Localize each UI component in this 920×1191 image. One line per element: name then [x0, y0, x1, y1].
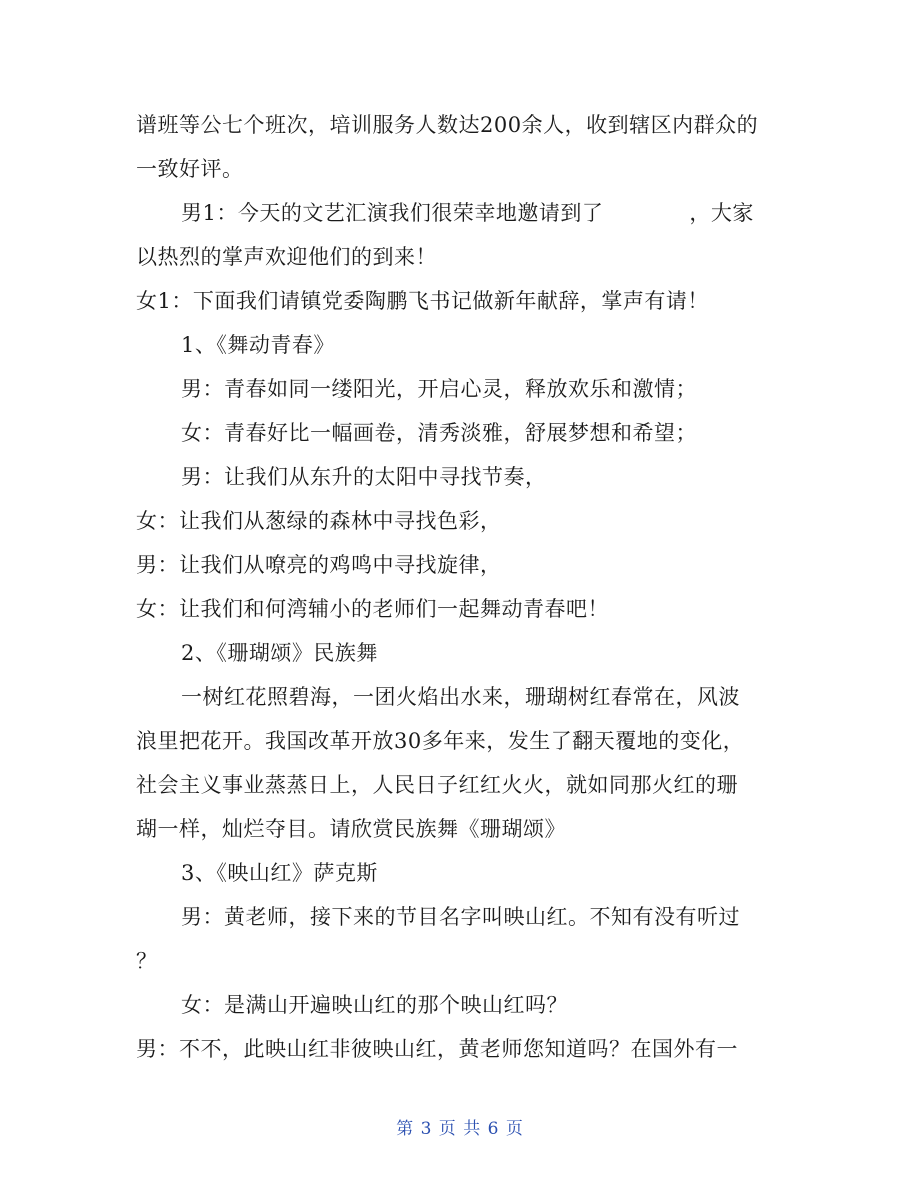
text-line: 瑚一样，灿烂夺目。请欣赏民族舞《珊瑚颂》	[136, 817, 566, 841]
section-heading: 1、《舞动青春》	[181, 333, 335, 357]
text-line: 男：黄老师，接下来的节目名字叫映山红。不知有没有听过	[181, 905, 740, 929]
text-line: 社会主义事业蒸蒸日上，人民日子红红火火，就如同那火红的珊	[136, 773, 738, 797]
text-line: 女：青春好比一幅画卷，清秀淡雅，舒展梦想和希望；	[181, 421, 697, 445]
text-line: 以热烈的掌声欢迎他们的到来！	[136, 245, 437, 269]
text-line: 一树红花照碧海，一团火焰出水来，珊瑚树红春常在，风波	[181, 685, 740, 709]
text-line: 男：不不，此映山红非彼映山红，黄老师您知道吗？在国外有一	[136, 1037, 738, 1061]
text-line: 一致好评。	[136, 157, 244, 181]
page-number-footer: 第 3 页 共 6 页	[396, 1119, 524, 1139]
text-line: ？	[136, 949, 158, 973]
text-line: 女：是满山开遍映山红的那个映山红吗？	[181, 993, 568, 1017]
text-line: 男：让我们从嘹亮的鸡鸣中寻找旋律，	[136, 553, 502, 577]
text-line: 浪里把花开。我国改革开放30多年来，发生了翻天覆地的变化，	[136, 729, 745, 753]
text-line: 谱班等公七个班次，培训服务人数达200余人，收到辖区内群众的	[136, 113, 759, 137]
text-line: 女1：下面我们请镇党委陶鹏飞书记做新年献辞，掌声有请！	[136, 289, 709, 313]
text-line: 女：让我们从葱绿的森林中寻找色彩，	[136, 509, 502, 533]
text-line: 男1：今天的文艺汇演我们很荣幸地邀请到了 ，大家	[181, 201, 754, 225]
text-line: 男：让我们从东升的太阳中寻找节奏，	[181, 465, 547, 489]
text-line: 女：让我们和何湾辅小的老师们一起舞动青春吧！	[136, 597, 609, 621]
section-heading: 2、《珊瑚颂》民族舞	[181, 641, 378, 665]
section-heading: 3、《映山红》萨克斯	[181, 861, 378, 885]
text-line: 男：青春如同一缕阳光，开启心灵，释放欢乐和激情；	[181, 377, 697, 401]
